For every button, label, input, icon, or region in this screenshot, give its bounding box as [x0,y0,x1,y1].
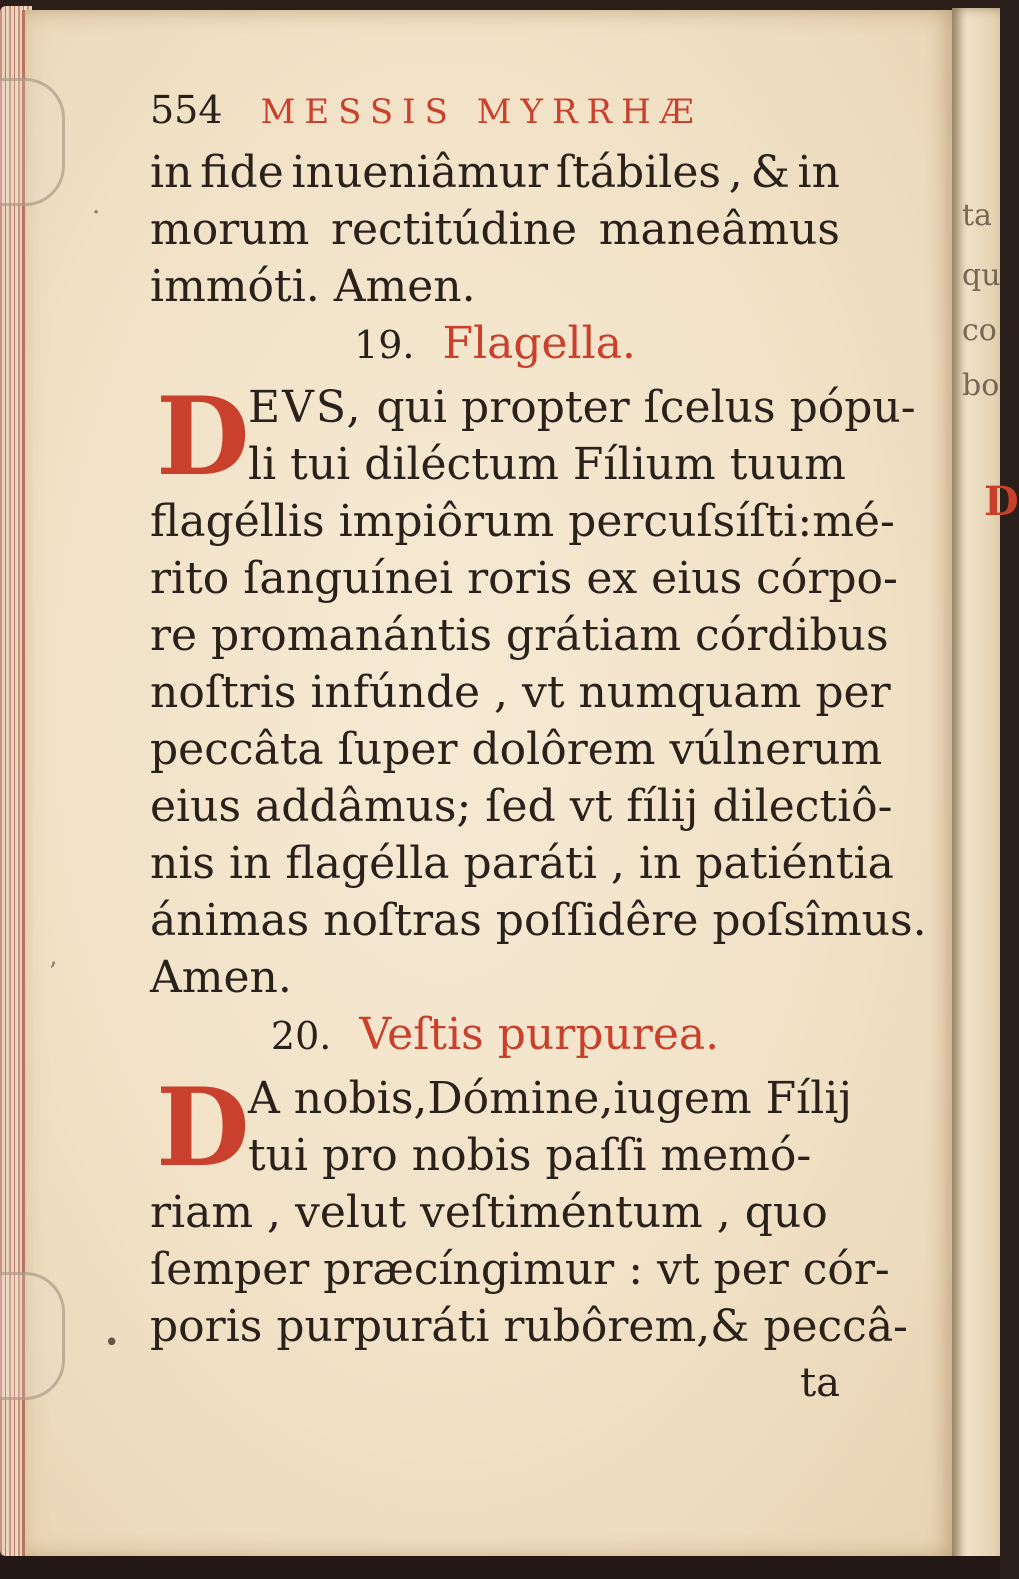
text-line: poris purpuráti rubôrem,& peccâ- [150,1301,908,1352]
section-number: 19. [354,323,415,367]
text-line: ſemper præcíngimur : vt per cór- [150,1244,890,1295]
bottom-shadow [0,1556,1000,1579]
text-line: eius addâmus; ſed vt fílij dilectiô- [150,781,893,832]
text-line: nis in flagélla paráti , in patiéntia [150,838,894,889]
page-text [150,80,927,1412]
section-title: Flagella. [442,318,636,369]
first-word: EVS, [248,382,363,433]
text-line: morum rectitúdine maneâmus [150,204,840,255]
text-line: riam , velut veſtiméntum , quo [150,1187,828,1238]
text-line: immóti. Amen. [150,261,476,312]
margin-mark: · [92,198,101,228]
facing-page-edge: ta qu co bo D [952,8,1000,1568]
page-clip-top [0,78,65,206]
text-line: in fide inueniâmur ſtábiles , & in [150,147,840,198]
text-line: EVS, qui propter ſcelus pópu- [248,382,916,433]
text-line: rito ſanguínei roris ex eius córpo- [150,553,898,604]
page-number: 554 [150,88,223,132]
catchword: ta [800,1360,840,1406]
text-line: Amen. [150,952,292,1003]
running-title: MESSIS MYRRHÆ [260,92,703,132]
margin-mark: • [104,1328,120,1358]
section-heading-20 [150,1006,840,1070]
drop-cap-initial: D [156,1065,250,1191]
text-line: noſtris infúnde , vt numquam per [150,667,891,718]
text-line: li tui diléctum Fílium tuum [248,439,846,490]
running-header [150,80,840,144]
margin-mark: ʼ [48,958,57,988]
text-line: ánimas noſtras poſſidêre poſsîmus. [150,895,927,946]
text-line: peccâta ſuper dolôrem vúlnerum [150,724,883,775]
section-title: Veſtis purpurea. [359,1009,720,1060]
text-line: A nobis,Dómine,iugem Fílij [248,1073,853,1124]
page-clip-bottom [0,1272,65,1400]
section-number: 20. [270,1014,332,1058]
text-line: tui pro nobis paſſi memó- [248,1130,812,1181]
text-line: re promanántis grátiam córdibus [150,610,889,661]
text-line: flagéllis impiôrum percuſsíſti:mé- [150,496,895,547]
prayer-paragraph-20 [150,1065,908,1412]
section-heading-19 [150,315,840,379]
drop-cap-initial: D [156,374,250,500]
prayer-paragraph-19 [150,374,927,1006]
